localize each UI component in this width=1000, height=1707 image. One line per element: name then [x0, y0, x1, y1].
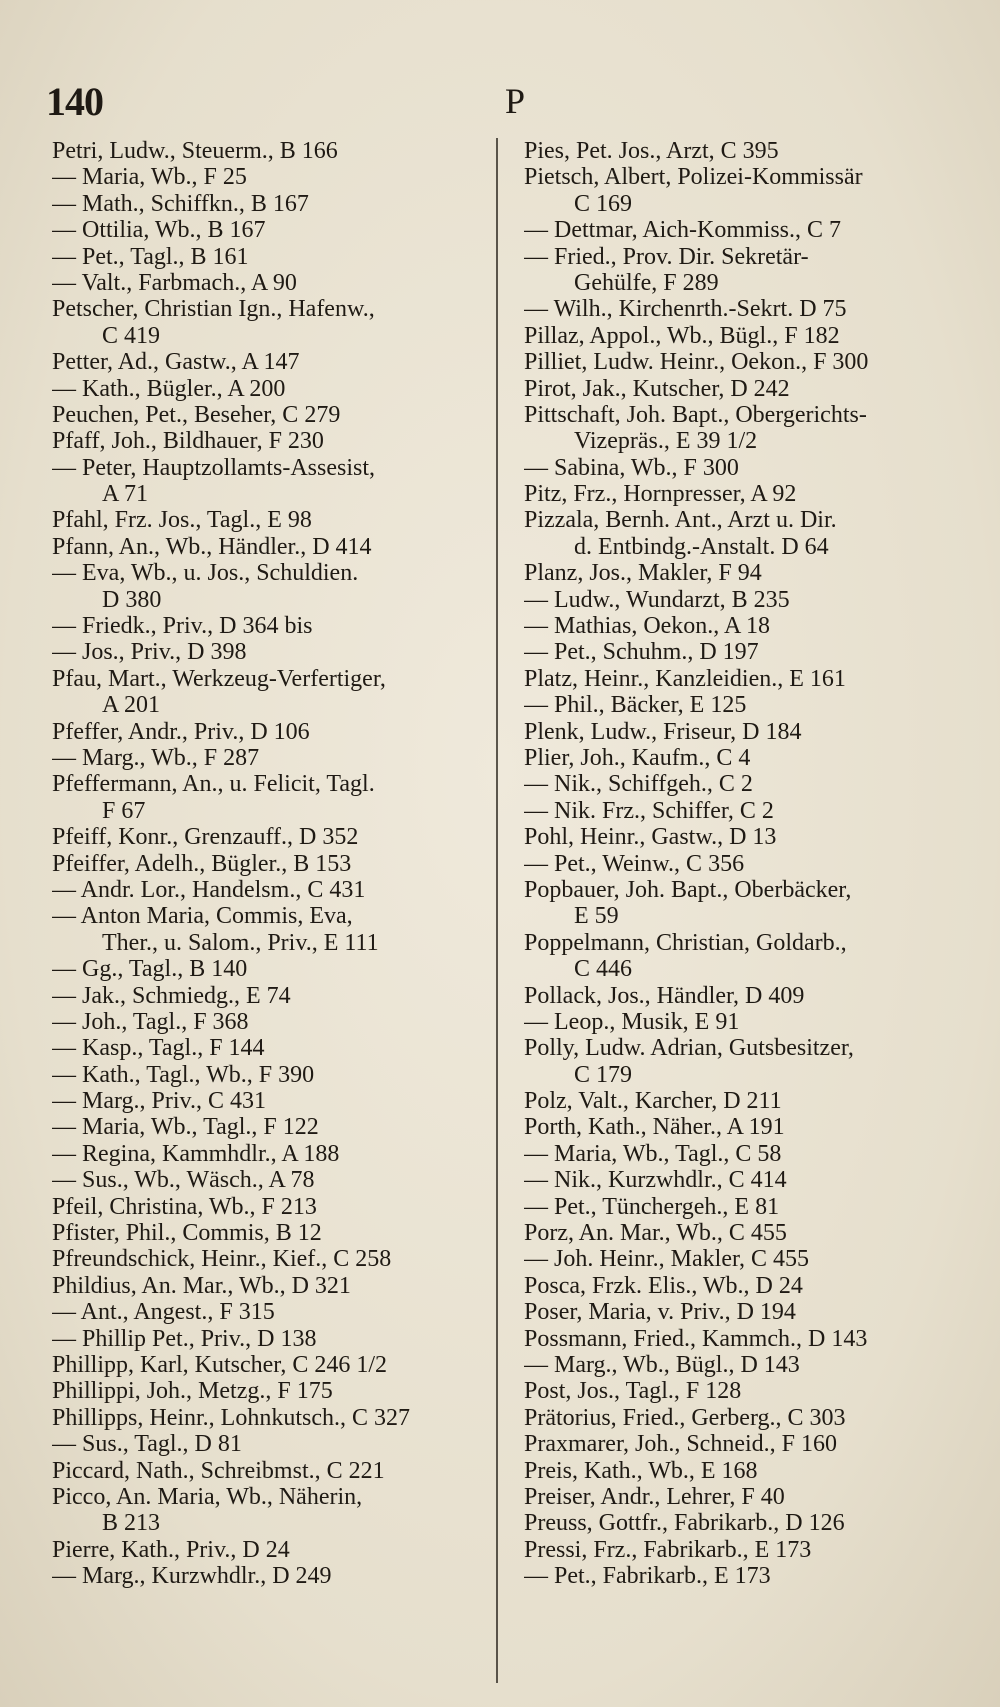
directory-entry: Polly, Ludw. Adrian, Gutsbesitzer,	[524, 1035, 854, 1062]
directory-entry: — Dettmar, Aich-Kommiss., C 7	[524, 217, 842, 244]
directory-entry: — Maria, Wb., F 25	[52, 164, 247, 191]
directory-entry: Planz, Jos., Makler, F 94	[524, 560, 762, 587]
directory-entry: — Kath., Tagl., Wb., F 390	[52, 1061, 315, 1088]
directory-entry: — Mathias, Oekon., A 18	[524, 613, 770, 640]
directory-entry: Phillipp, Karl, Kutscher, C 246 1/2	[52, 1351, 388, 1378]
directory-entry: — Pet., Schuhm., D 197	[524, 639, 759, 666]
right-column	[524, 138, 984, 1589]
directory-entry: Pietsch, Albert, Polizei-Kommissär	[524, 164, 863, 191]
directory-entry: — Gg., Tagl., B 140	[52, 956, 248, 983]
page-number: 140	[46, 79, 103, 124]
directory-entry-continuation: C 446	[574, 956, 633, 983]
directory-entry: — Maria, Wb., Tagl., F 122	[52, 1114, 319, 1141]
directory-entry: Pfister, Phil., Commis, B 12	[52, 1220, 322, 1247]
directory-entry: — Marg., Priv., C 431	[52, 1088, 267, 1115]
directory-entry: — Pet., Weinw., C 356	[524, 850, 745, 877]
directory-entry: — Marg., Kurzwhdlr., D 249	[52, 1563, 332, 1590]
directory-entry: — Kasp., Tagl., F 144	[52, 1035, 265, 1062]
directory-entry: Popbauer, Joh. Bapt., Oberbäcker,	[524, 876, 852, 903]
directory-entry: Posca, Frzk. Elis., Wb., D 24	[524, 1272, 803, 1299]
directory-entry-continuation: F 67	[102, 797, 146, 824]
directory-entry: — Nik., Schiffgeh., C 2	[524, 771, 753, 798]
directory-entry-continuation: A 71	[102, 481, 149, 508]
directory-entry: — Friedk., Priv., D 364 bis	[52, 613, 313, 640]
directory-entry: Pitz, Frz., Hornpresser, A 92	[524, 481, 797, 508]
directory-entry: Pfeiffer, Adelh., Bügler., B 153	[52, 850, 352, 877]
directory-entry: — Kath., Bügler., A 200	[52, 375, 286, 402]
directory-entry: — Jos., Priv., D 398	[52, 639, 247, 666]
directory-entry-continuation: C 419	[102, 322, 161, 349]
directory-entry-continuation: C 169	[574, 190, 633, 217]
directory-entry: Peuchen, Pet., Beseher, C 279	[52, 401, 341, 428]
left-column	[52, 138, 492, 1589]
column-divider	[496, 138, 498, 1683]
directory-entry-continuation: C 179	[574, 1061, 633, 1088]
directory-entry: — Peter, Hauptzollamts-Assesist,	[52, 454, 375, 481]
directory-entry: Pillaz, Appol., Wb., Bügl., F 182	[524, 322, 840, 349]
directory-entry-continuation: Ther., u. Salom., Priv., E 111	[102, 929, 379, 956]
directory-entry: Phildius, An. Mar., Wb., D 321	[52, 1272, 351, 1299]
directory-entry: Preis, Kath., Wb., E 168	[524, 1457, 758, 1484]
directory-entry: Porz, An. Mar., Wb., C 455	[524, 1220, 787, 1247]
directory-entry: Post, Jos., Tagl., F 128	[524, 1378, 742, 1405]
directory-entry: — Pet., Tagl., B 161	[52, 243, 249, 270]
directory-entry-continuation: d. Entbindg.-Anstalt. D 64	[574, 533, 829, 560]
directory-entry: — Joh., Tagl., F 368	[52, 1008, 249, 1035]
page-header	[0, 78, 1000, 128]
directory-entry: Petscher, Christian Ign., Hafenw.,	[52, 296, 375, 323]
directory-entry: Phillipps, Heinr., Lohnkutsch., C 327	[52, 1404, 411, 1431]
directory-entry-continuation: A 201	[102, 692, 161, 719]
directory-entry: Pollack, Jos., Händler, D 409	[524, 982, 805, 1009]
directory-entry: Piccard, Nath., Schreibmst., C 221	[52, 1457, 385, 1484]
directory-entry-continuation: Gehülfe, F 289	[574, 269, 719, 296]
directory-entry: Preuss, Gottfr., Fabrikarb., D 126	[524, 1510, 845, 1537]
directory-entry: — Phil., Bäcker, E 125	[524, 692, 747, 719]
section-letter: P	[505, 81, 526, 121]
directory-entry: — Leop., Musik, E 91	[524, 1008, 740, 1035]
directory-entry: Porth, Kath., Näher., A 191	[524, 1114, 785, 1141]
directory-entry: — Nik. Frz., Schiffer, C 2	[524, 797, 774, 824]
directory-entry: Phillippi, Joh., Metzg., F 175	[52, 1378, 333, 1405]
directory-entry: Polz, Valt., Karcher, D 211	[524, 1088, 782, 1115]
directory-entry: Preiser, Andr., Lehrer, F 40	[524, 1483, 785, 1510]
directory-entry: Pfahl, Frz. Jos., Tagl., E 98	[52, 507, 312, 534]
directory-entry: Pfann, An., Wb., Händler., D 414	[52, 533, 372, 560]
directory-entry: — Ludw., Wundarzt, B 235	[524, 586, 790, 613]
directory-entry: Pfreundschick, Heinr., Kief., C 258	[52, 1246, 392, 1273]
directory-entry: — Andr. Lor., Handelsm., C 431	[52, 876, 366, 903]
directory-entry-continuation: Vizepräs., E 39 1/2	[574, 428, 758, 455]
directory-entry: — Eva, Wb., u. Jos., Schuldien.	[52, 560, 359, 587]
directory-entry: — Ant., Angest., F 315	[52, 1299, 275, 1326]
directory-entry: Pfeffer, Andr., Priv., D 106	[52, 718, 310, 745]
directory-entry: Petri, Ludw., Steuerm., B 166	[52, 138, 338, 164]
directory-entry: Pfaff, Joh., Bildhauer, F 230	[52, 428, 324, 455]
directory-entry: — Joh. Heinr., Makler, C 455	[524, 1246, 810, 1273]
directory-entry: — Nik., Kurzwhdlr., C 414	[524, 1167, 787, 1194]
directory-entry: Pfeffermann, An., u. Felicit, Tagl.	[52, 771, 375, 798]
directory-entry: Pierre, Kath., Priv., D 24	[52, 1536, 290, 1563]
directory-entry: Plenk, Ludw., Friseur, D 184	[524, 718, 802, 745]
directory-entry: — Phillip Pet., Priv., D 138	[52, 1325, 317, 1352]
directory-entry: — Pet., Fabrikarb., E 173	[524, 1563, 771, 1590]
directory-entry: — Ottilia, Wb., B 167	[52, 217, 266, 244]
directory-entry: Pfeiff, Konr., Grenzauff., D 352	[52, 824, 359, 851]
directory-entry: Pizzala, Bernh. Ant., Arzt u. Dir.	[524, 507, 837, 534]
directory-entry: — Marg., Wb., F 287	[52, 744, 260, 771]
directory-entry-continuation: D 380	[102, 586, 162, 613]
directory-entry: — Math., Schiffkn., B 167	[52, 190, 309, 217]
directory-entry: Pies, Pet. Jos., Arzt, C 395	[524, 138, 779, 164]
directory-entry: Pohl, Heinr., Gastw., D 13	[524, 824, 777, 851]
directory-entry: — Sus., Tagl., D 81	[52, 1431, 242, 1458]
directory-entry: Picco, An. Maria, Wb., Näherin,	[52, 1483, 363, 1510]
directory-entry: — Pet., Tünchergeh., E 81	[524, 1193, 780, 1220]
directory-entry: Pittschaft, Joh. Bapt., Obergerichts-	[524, 401, 867, 428]
directory-entry: — Maria, Wb., Tagl., C 58	[524, 1140, 782, 1167]
directory-entry: Platz, Heinr., Kanzleidien., E 161	[524, 665, 846, 692]
directory-entry: — Wilh., Kirchenrth.-Sekrt. D 75	[524, 296, 847, 323]
directory-entry: Pilliet, Ludw. Heinr., Oekon., F 300	[524, 349, 869, 376]
directory-entry: Pfeil, Christina, Wb., F 213	[52, 1193, 317, 1220]
directory-entry: Prätorius, Fried., Gerberg., C 303	[524, 1404, 846, 1431]
directory-entry: — Anton Maria, Commis, Eva,	[52, 903, 353, 930]
directory-entry: Possmann, Fried., Kammch., D 143	[524, 1325, 868, 1352]
directory-entry: — Fried., Prov. Dir. Sekretär-	[524, 243, 809, 270]
directory-entry: Pfau, Mart., Werkzeug-Verfertiger,	[52, 665, 386, 692]
directory-entry-continuation: E 59	[574, 903, 619, 930]
directory-entry: Pirot, Jak., Kutscher, D 242	[524, 375, 790, 402]
directory-entry: Poser, Maria, v. Priv., D 194	[524, 1299, 796, 1326]
directory-entry: — Sus., Wb., Wäsch., A 78	[52, 1167, 315, 1194]
directory-entry: — Jak., Schmiedg., E 74	[52, 982, 291, 1009]
directory-entry: Poppelmann, Christian, Goldarb.,	[524, 929, 847, 956]
directory-entry: Pressi, Frz., Fabrikarb., E 173	[524, 1536, 812, 1563]
directory-entry: — Valt., Farbmach., A 90	[52, 269, 297, 296]
directory-entry-continuation: B 213	[102, 1510, 161, 1537]
directory-entry: — Regina, Kammhdlr., A 188	[52, 1140, 340, 1167]
directory-entry: Plier, Joh., Kaufm., C 4	[524, 744, 751, 771]
directory-entry: Praxmarer, Joh., Schneid., F 160	[524, 1431, 837, 1458]
directory-entry: Petter, Ad., Gastw., A 147	[52, 349, 300, 376]
directory-entry: — Marg., Wb., Bügl., D 143	[524, 1351, 800, 1378]
directory-entry: — Sabina, Wb., F 300	[524, 454, 739, 481]
